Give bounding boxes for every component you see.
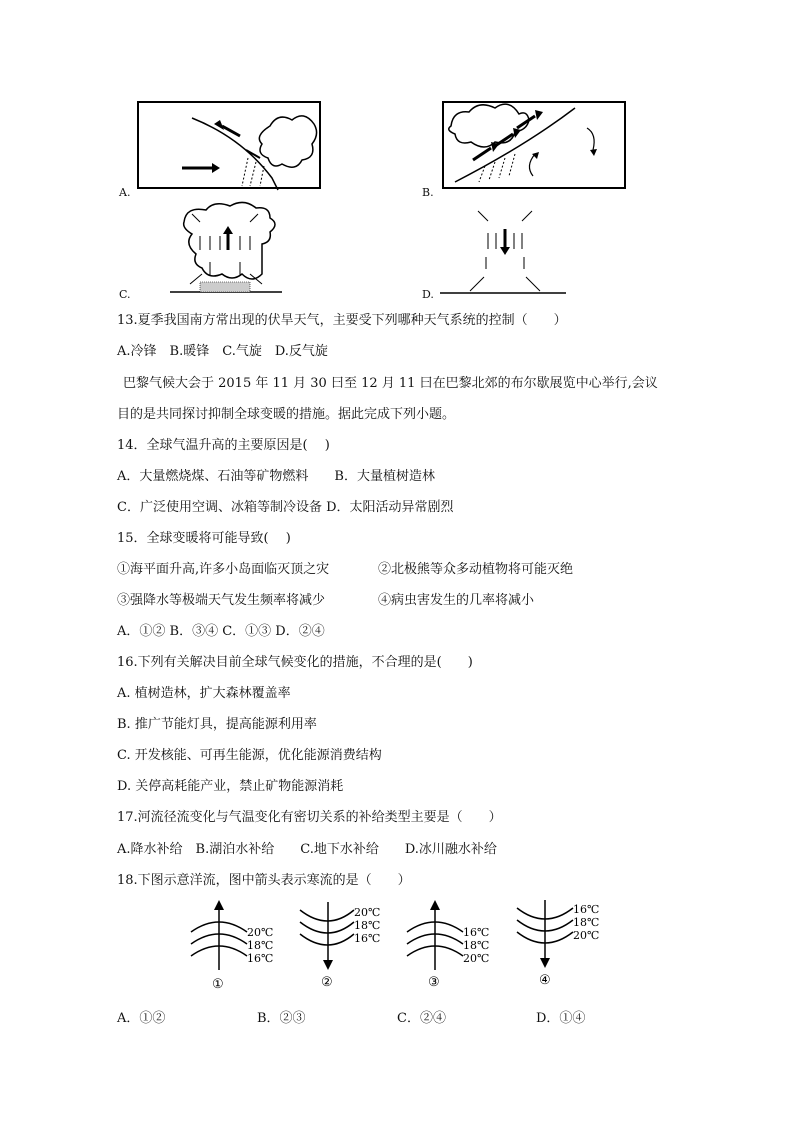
question-15-stem: 15．全球变暖将可能导致( ) — [117, 531, 291, 546]
diagram-1-label-bottom: 16℃ — [247, 952, 274, 965]
question-16-option-b: B. 推广节能灯具，提高能源利用率 — [117, 717, 317, 732]
question-15-item-2: ②北极熊等众多动植物将可能灭绝 — [378, 562, 574, 577]
figure-option-c: C. — [119, 288, 131, 301]
anticyclone-diagram-d — [440, 205, 570, 300]
diagram-4-number: ④ — [539, 973, 551, 988]
figure-option-b: B. — [422, 186, 434, 199]
diagram-3-number: ③ — [428, 975, 440, 990]
question-14-options-cd: C．广泛使用空调、冰箱等制冷设备 D．太阳活动异常剧烈 — [117, 500, 454, 515]
figure-option-d: D. — [422, 288, 434, 301]
diagram-3-label-bottom: 20℃ — [463, 952, 490, 965]
question-14-options-ab: A．大量燃烧煤、石油等矿物燃料 B．大量植树造林 — [117, 469, 435, 484]
figure-option-a: A. — [119, 186, 131, 199]
question-18-choice-b: B．②③ — [257, 1011, 306, 1026]
intro-line-2: 目的是共同探讨抑制全球变暖的措施。据此完成下列小题。 — [117, 407, 456, 422]
diagram-4-label-top: 16℃ — [573, 903, 600, 916]
question-16-stem: 16.下列有关解决目前全球气候变化的措施，不合理的是( ) — [117, 655, 473, 670]
question-15-item-1: ①海平面升高,许多小岛面临灭顶之灾 — [117, 562, 330, 577]
diagram-2-number: ② — [321, 975, 333, 990]
ocean-current-diagram-3 — [403, 898, 513, 993]
ocean-current-diagram-2 — [296, 898, 406, 993]
diagram-3-label-top: 16℃ — [463, 926, 490, 939]
question-18-choice-a: A．①② — [117, 1011, 166, 1026]
front-diagram-b — [425, 96, 635, 196]
question-15-item-4: ④病虫害发生的几率将减小 — [378, 593, 535, 608]
diagram-4-label-bottom: 20℃ — [573, 929, 600, 942]
ocean-current-diagram-1 — [185, 898, 295, 993]
diagram-2-label-top: 20℃ — [354, 906, 381, 919]
question-16-option-c: C. 开发核能、可再生能源，优化能源消费结构 — [117, 748, 382, 763]
question-17-choices: A.降水补给 B.湖泊水补给 C.地下水补给 D.冰川融水补给 — [117, 842, 497, 857]
question-18-stem: 18.下图示意洋流，图中箭头表示寒流的是（ ） — [117, 873, 411, 888]
diagram-1-number: ① — [212, 977, 224, 992]
diagram-2-label-bottom: 16℃ — [354, 932, 381, 945]
cyclone-diagram-c — [170, 200, 290, 300]
front-diagram-a — [120, 96, 330, 196]
question-18-choice-d: D．①④ — [536, 1011, 586, 1026]
diagram-1-label-mid: 18℃ — [247, 939, 274, 952]
question-15-item-3: ③强降水等极端天气发生频率将减少 — [117, 593, 326, 608]
intro-line-1: 巴黎气候大会于 2015 年 11 月 30 曰至 12 月 11 曰在巴黎北郊的布尔歇展览中心举行,会议 — [123, 376, 658, 391]
question-16-option-a: A. 植树造林，扩大森林覆盖率 — [117, 686, 291, 701]
diagram-3-label-mid: 18℃ — [463, 939, 490, 952]
diagram-1-label-top: 20℃ — [247, 926, 274, 939]
question-15-choices: A．①② B．③④ C．①③ D．②④ — [117, 624, 325, 639]
diagram-4-label-mid: 18℃ — [573, 916, 600, 929]
question-13-stem: 13.夏季我国南方常出现的伏旱天气，主要受下列哪种天气系统的控制（ ） — [117, 313, 567, 328]
question-13-choices: A.冷锋 B.暖锋 C.气旋 D.反气旋 — [117, 344, 328, 359]
ocean-current-diagram-4 — [513, 898, 623, 993]
question-17-stem: 17.河流径流变化与气温变化有密切关系的补给类型主要是（ ） — [117, 810, 502, 825]
diagram-2-label-mid: 18℃ — [354, 919, 381, 932]
question-14-stem: 14．全球气温升高的主要原因是( ) — [117, 438, 330, 453]
question-18-choice-c: C．②④ — [397, 1011, 446, 1026]
question-16-option-d: D. 关停高耗能产业，禁止矿物能源消耗 — [117, 779, 344, 794]
